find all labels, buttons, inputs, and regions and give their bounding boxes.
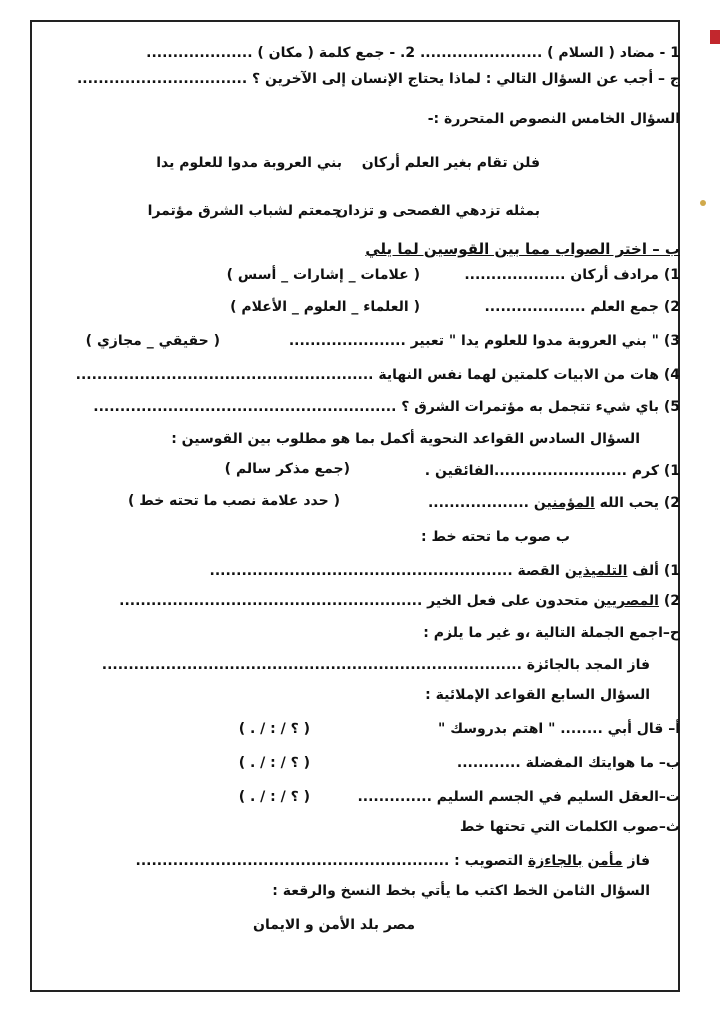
q5-item-4: 4) هات من الابيات كلمتين لهما نفس النهاية ........................................................ [75, 367, 680, 383]
q7-th-line [136, 852, 650, 870]
verse-1a: بني العروبة مدوا للعلوم يدا [156, 155, 342, 171]
q6-b-item-1-post: القصة ......................................................... [209, 563, 565, 579]
q7-item-2-choice: ( ؟ / : / . ) [238, 755, 310, 771]
q6-item-2-pre: 2) يحب الله [594, 495, 680, 511]
edge-mark [710, 30, 720, 44]
q6-b-item-2-post: متحدون على فعل الخير ......................................................... [119, 593, 594, 609]
q7-th-word-2: بالجاءزة [527, 853, 583, 869]
q7-th-pre: فاز [622, 853, 650, 869]
q6-item-2-post: ................... [427, 495, 534, 511]
q5-item-2: 2) جمع العلم ................... [484, 299, 680, 315]
q8-title: السؤال الثامن الخط اكتب ما يأتي بخط النسخ والرقعة : [272, 883, 650, 899]
q6-b-item-2 [119, 592, 680, 610]
verse-2b: بمثله تزدهي الفصحى و تزدان [336, 203, 540, 219]
q7-item-2: ب– ما هوايتك المفضلة ............ [456, 755, 680, 771]
q6-item-1-choice: (جمع مذكر سالم ) [224, 461, 350, 477]
q6-b-title: ب صوب ما تحته خط : [421, 529, 570, 545]
q6-item-2 [428, 494, 680, 512]
q7-th-word-1: مأمن [587, 853, 623, 869]
q5-item-2-choice: ( العلماء _ العلوم _ الأعلام ) [230, 299, 420, 315]
q6-b-item-1 [210, 562, 680, 580]
q6-b-item-2-pre: 2) [658, 593, 680, 609]
q5-item-5: 5) باي شيء تتجمل به مؤتمرات الشرق ؟ ......................................................... [93, 399, 680, 415]
q7-item-3-choice: ( ؟ / : / . ) [238, 789, 310, 805]
q5-item-3-choice: ( حقيقي _ مجازي ) [85, 333, 220, 349]
q7-item-1: أ– قال أبي ........ " اهتم بدروسك " [438, 721, 680, 737]
q5-item-1: 1) مرادف أركان ................... [464, 267, 680, 283]
q5-b-title: ب – اختر الصواب مما بين القوسين لما يلي [365, 240, 680, 258]
q5-item-3: 3) " بني العروبة مدوا للعلوم يدا " تعبير ...................... [288, 333, 680, 349]
q6-item-2-word: المؤمنين [533, 495, 595, 511]
q7-th-post: التصويب : ........................................................... [135, 853, 528, 869]
q4-line-1: 1 - مضاد ( السلام ) ....................... 2. - جمع كلمة ( مكان ) .................... [146, 45, 680, 61]
verse-2a: جمعتم لشباب الشرق مؤتمرا [147, 203, 342, 219]
q5-title: السؤال الخامس النصوص المتحررة :- [427, 111, 680, 127]
q6-h-line: فاز المجد بالجائزة ............................................................................... [101, 657, 650, 673]
q5-item-1-choice: ( علامات _ إشارات _ أسس ) [226, 267, 420, 283]
q8-line: مصر بلد الأمن و الايمان [253, 917, 415, 933]
q6-b-item-2-word: المصريين [593, 593, 659, 609]
q6-item-1: 1) كرم .........................الفائقين . [424, 463, 680, 479]
decor-dot [700, 200, 706, 206]
q4-line-j: ج – أجب عن السؤال التالي : لماذا يحتاج الإنسان إلى الآخرين ؟ ................................ [76, 71, 680, 87]
q7-title: السؤال السابع القواعد الإملائية : [425, 687, 650, 703]
q6-b-item-1-word: التلميذين [564, 563, 628, 579]
q6-item-2-choice: ( حدد علامة نصب ما تحته خط ) [127, 493, 340, 509]
q7-item-1-choice: ( ؟ / : / . ) [238, 721, 310, 737]
q6-h-title: ح–اجمع الجملة التالية ،و غير ما يلزم : [423, 625, 680, 641]
q7-th-title: ث–صوب الكلمات التي تحتها خط [459, 819, 680, 835]
q6-b-item-1-pre: 1) ألف [627, 563, 680, 579]
q6-title: السؤال السادس القواعد النحوية أكمل بما هو مطلوب بين القوسين : [171, 431, 640, 447]
verse-1b: فلن تقام بغير العلم أركان [361, 155, 540, 171]
q7-item-3: ت–العقل السليم في الجسم السليم .............. [357, 789, 680, 805]
